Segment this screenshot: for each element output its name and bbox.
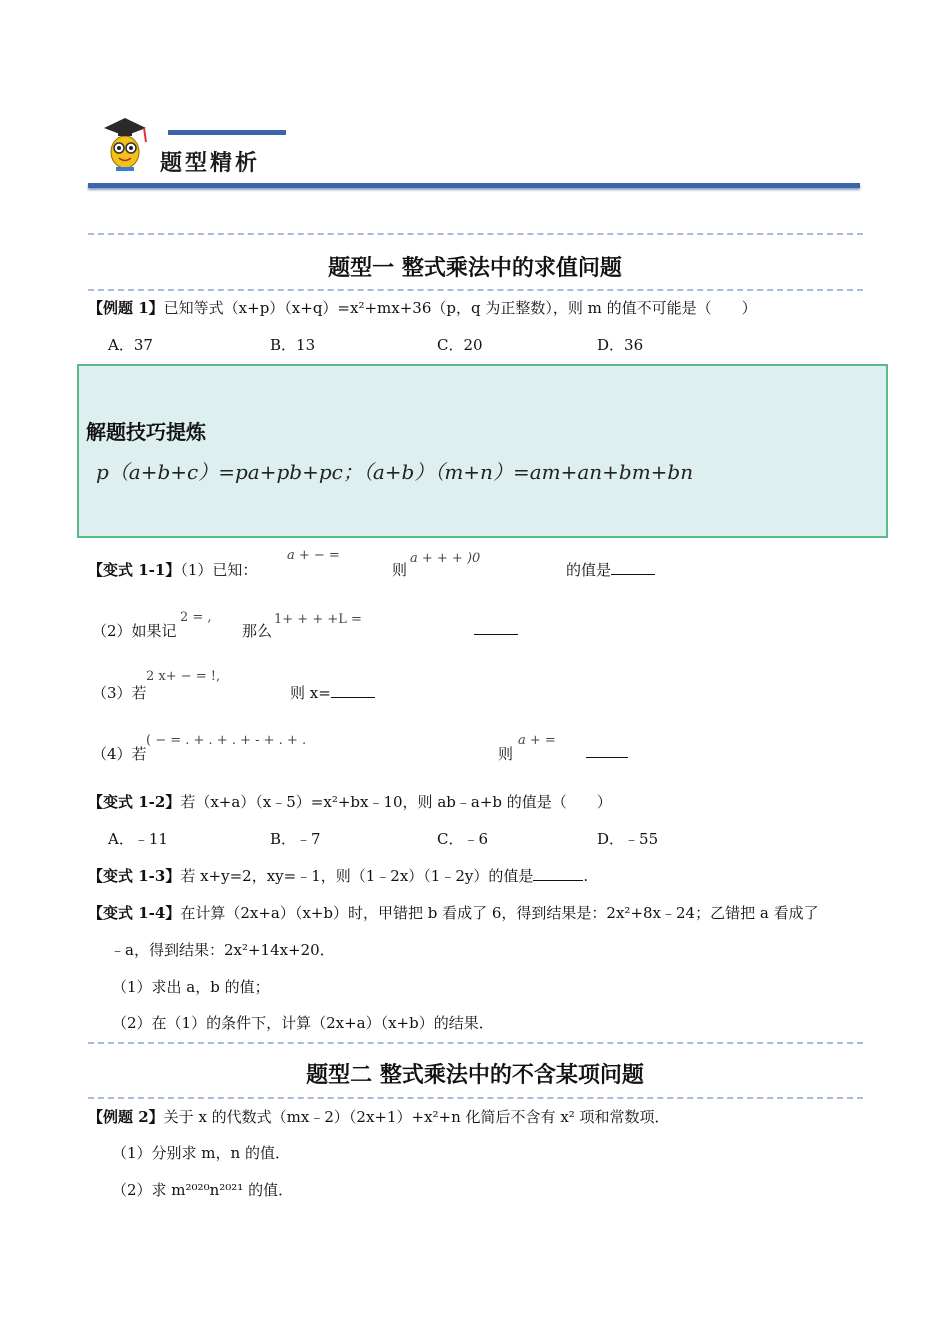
option-d: D．36 (597, 336, 644, 354)
section-divider (88, 1097, 863, 1099)
section-divider (88, 289, 863, 291)
var14-q1: （1）求出 a，b 的值； (112, 978, 270, 996)
var11-p2-then: 那么 (242, 622, 273, 640)
var11-p2-blank (474, 620, 518, 639)
tips-box (77, 364, 888, 538)
tips-title: 解题技巧提炼 (86, 420, 206, 444)
var14-q2: （2）在（1）的条件下，计算（2x+a）（x+b）的结果． (112, 1014, 494, 1032)
answer-blank[interactable] (586, 743, 628, 758)
option-c: C．﹣6 (437, 830, 489, 848)
section-divider (88, 233, 863, 235)
var11-p4-formula-fragment-2: a + = (518, 733, 556, 748)
example2-label: 【例题 2】 (88, 1108, 164, 1126)
var11-p2-formula-fragment: 2 = , (180, 610, 212, 625)
var11-p2-prefix: （2）如果记 (92, 622, 177, 640)
option-b: B．﹣7 (270, 830, 321, 848)
answer-blank[interactable] (611, 560, 655, 575)
var11-p1-then: 则 (392, 561, 408, 579)
var14-label: 【变式 1-4】 (88, 904, 181, 922)
var12-question (88, 791, 612, 812)
example1-question (88, 297, 757, 318)
var11-p3-x-text: 则 x= (290, 684, 331, 702)
var12-text: 若（x+a）（x﹣5）=x²+bx﹣10，则 ab﹣a+b 的值是（ ） (180, 793, 612, 811)
section2-title: 题型二 整式乘法中的不含某项问题 (306, 1063, 644, 1088)
var11-p1-prefix: （1）已知： (180, 561, 258, 579)
example1-text: 已知等式（x+p）（x+q）=x²+mx+36（p，q 为正整数），则 m 的值不可能是（ ） (163, 299, 757, 317)
var14-text-cont: ﹣a，得到结果：2x²+14x+20． (110, 941, 335, 959)
var11-p3-formula-fragment: 2 x+ − = !, (146, 669, 221, 684)
var11-label: 【变式 1-1】 (88, 561, 181, 579)
option-c: C．20 (437, 336, 483, 354)
var11-p3-prefix: （3）若 (92, 684, 147, 702)
banner-accent-line (168, 130, 286, 135)
example2-q1: （1）分别求 m，n 的值． (112, 1144, 290, 1162)
var11-p4-prefix: （4）若 (92, 745, 147, 763)
section-divider (88, 1042, 863, 1044)
var11-p3-then (290, 682, 375, 703)
option-b: B．13 (270, 336, 316, 354)
var11-p4-formula-fragment: ( − = . + . + . + - + . + . (146, 733, 307, 748)
banner-underline (88, 183, 860, 188)
option-a: A．﹣11 (108, 830, 168, 848)
answer-blank[interactable] (331, 683, 375, 698)
answer-blank[interactable] (533, 866, 583, 881)
var13-label: 【变式 1-3】 (88, 867, 181, 885)
var11-p2-formula-fragment-2: 1+ + + +L = (274, 612, 362, 627)
var11-p1-value-text: 的值是 (566, 561, 612, 579)
var14-question (88, 902, 819, 923)
option-a: A．37 (108, 336, 153, 354)
var13-end: . (583, 867, 589, 885)
option-d: D．﹣55 (597, 830, 659, 848)
var11-p1-formula-fragment: a + − = (287, 548, 340, 563)
answer-blank[interactable] (474, 620, 518, 635)
var11-part1 (88, 559, 257, 580)
section1-title: 题型一 整式乘法中的求值问题 (328, 256, 622, 281)
banner-title: 题型精析 (160, 151, 261, 176)
tips-formula: p（a+b+c）=pa+pb+pc；（a+b）（m+n）=am+an+bm+bn (96, 460, 694, 484)
example2-q2: （2）求 m²⁰²⁰n²⁰²¹ 的值． (112, 1181, 294, 1199)
var13-text: 若 x+y=2，xy=﹣1，则（1﹣2x）（1﹣2y）的值是 (180, 867, 534, 885)
scholar-mascot-icon (94, 112, 156, 174)
var11-p4-blank (586, 743, 628, 762)
var12-label: 【变式 1-2】 (88, 793, 181, 811)
var11-p1-formula-fragment-2: a + + + )0 (410, 551, 481, 566)
example2-text: 关于 x 的代数式（mx﹣2）（2x+1）+x²+n 化简后不含有 x² 项和常数项． (163, 1108, 670, 1126)
example1-label: 【例题 1】 (88, 299, 164, 317)
var11-p4-then: 则 (498, 745, 514, 763)
var13-question (88, 865, 588, 886)
var11-p1-suffix (566, 559, 655, 580)
example2-question (88, 1106, 670, 1127)
var14-text: 在计算（2x+a）（x+b）时，甲错把 b 看成了 6，得到结果是：2x²+8x﹣24；乙错把 a 看成了 (180, 904, 819, 922)
